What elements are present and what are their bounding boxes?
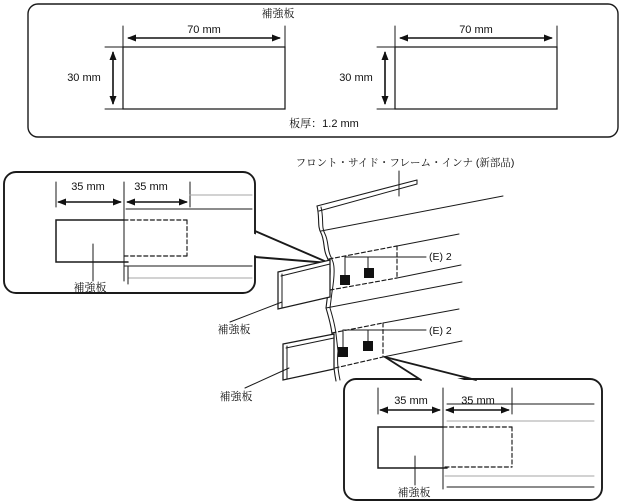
plug-weld-mark bbox=[340, 275, 350, 285]
width-dim-label: 70 mm bbox=[187, 24, 221, 36]
plug-weld-mark bbox=[338, 347, 348, 357]
plate-outline bbox=[395, 47, 557, 109]
dim-label-left: 35 mm bbox=[71, 181, 105, 193]
weld-group-2 bbox=[338, 325, 452, 357]
plate-outline bbox=[123, 47, 285, 109]
reinforcement-plate-2 bbox=[283, 334, 334, 380]
height-dim-label: 30 mm bbox=[339, 72, 373, 84]
plate-2-label-group bbox=[220, 368, 290, 403]
plug-weld-mark bbox=[364, 268, 374, 278]
callout-bottom bbox=[344, 357, 602, 500]
frame-label: フロント・サイド・フレーム・インナ (新部品) bbox=[295, 157, 515, 169]
width-dim-label: 70 mm bbox=[459, 24, 493, 36]
dim-label-right: 35 mm bbox=[134, 181, 168, 193]
plate-1-label-group bbox=[218, 302, 283, 336]
weld-label: (E) 2 bbox=[429, 251, 452, 263]
plate-label: 補強板 bbox=[219, 391, 253, 403]
hidden-plate-outline-1 bbox=[329, 246, 397, 290]
frame-body bbox=[218, 156, 515, 403]
height-dim-label: 30 mm bbox=[67, 72, 101, 84]
thickness-note: 板厚：1.2 mm bbox=[289, 118, 359, 130]
spec-panel-title: 補強板 bbox=[261, 8, 295, 20]
plug-weld-mark bbox=[363, 341, 373, 351]
dim-label-right: 35 mm bbox=[461, 395, 495, 407]
weld-label: (E) 2 bbox=[429, 325, 452, 337]
weld-group-1 bbox=[340, 251, 452, 285]
spec-panel bbox=[28, 4, 618, 137]
callout-box bbox=[4, 172, 255, 293]
reinforcement-plate-1 bbox=[278, 260, 330, 309]
dim-label-left: 35 mm bbox=[394, 395, 428, 407]
plate-label: 補強板 bbox=[73, 282, 107, 294]
plate-label: 補強板 bbox=[217, 324, 251, 336]
plate-label: 補強板 bbox=[397, 487, 431, 499]
